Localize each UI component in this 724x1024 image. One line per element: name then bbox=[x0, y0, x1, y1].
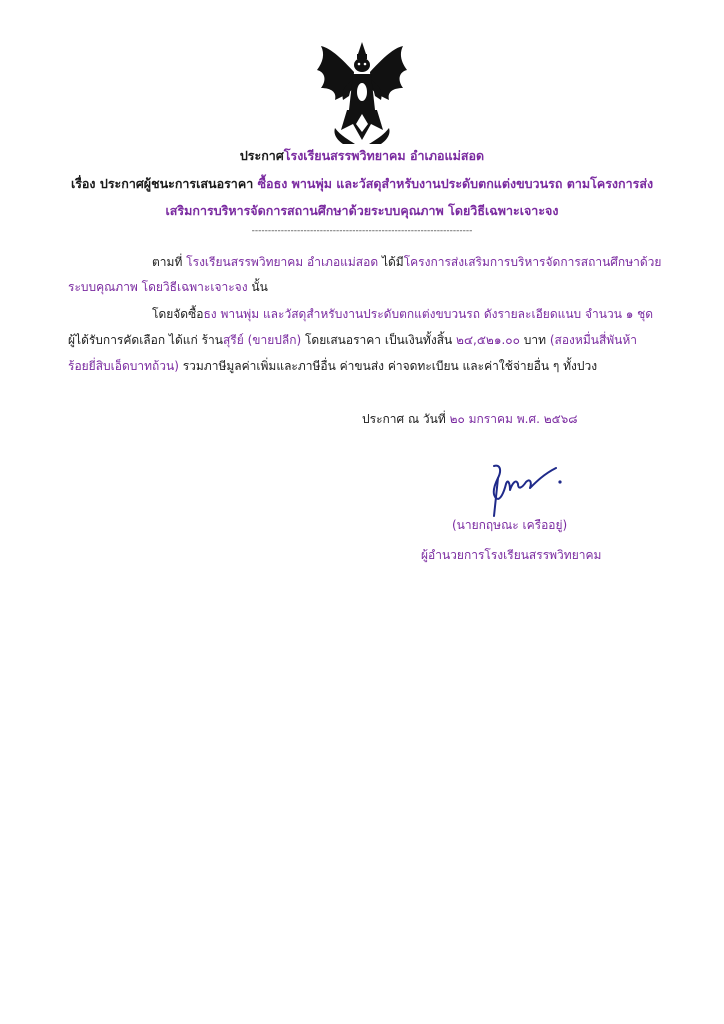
p2-text-a: โดยจัดซื้อ bbox=[152, 307, 204, 321]
date-value: ๒๐ มกราคม พ.ศ. ๒๕๖๘ bbox=[449, 412, 578, 426]
paragraph-2 bbox=[152, 305, 653, 324]
date-label: ประกาศ ณ วันที่ bbox=[362, 412, 450, 426]
p1-org: โรงเรียนสรรพวิทยาคม อำเภอแม่สอด bbox=[186, 255, 379, 269]
divider: -------------------------------------------------------------------- bbox=[251, 226, 473, 236]
paragraph-1-line-2 bbox=[68, 278, 268, 297]
garuda-emblem-icon bbox=[313, 40, 411, 148]
p1-text-a: ตามที่ bbox=[152, 255, 187, 269]
signature-icon bbox=[484, 458, 564, 518]
p3-shop: สุรีย์ (ขายปลีก) bbox=[222, 333, 302, 347]
p1-text-b: ได้มี bbox=[378, 255, 404, 269]
p4-words: ร้อยยี่สิบเอ็ดบาทถ้วน) bbox=[68, 359, 179, 373]
announcement-date bbox=[362, 410, 578, 429]
announcement-title bbox=[0, 146, 724, 166]
signer-name: (นายกฤษณะ เครืออยู่) bbox=[452, 518, 568, 532]
title-prefix: ประกาศ bbox=[239, 148, 284, 163]
p3-amount: ๒๔,๕๒๑.๐๐ bbox=[456, 333, 520, 347]
p1-line2: ระบบคุณภาพ โดยวิธีเฉพาะเจาะจง bbox=[68, 280, 248, 294]
signer-position: ผู้อำนวยการโรงเรียนสรรพวิทยาคม bbox=[421, 548, 602, 562]
subject-label: เรื่อง ประกาศผู้ชนะการเสนอราคา bbox=[70, 176, 254, 191]
title-org: โรงเรียนสรรพวิทยาคม อำเภอแม่สอด bbox=[283, 148, 485, 163]
p4-rest: รวมภาษีมูลค่าเพิ่มและภาษีอื่น ค่าขนส่ง ค่าจดทะเบียน และค่าใช้จ่ายอื่น ๆ ทั้งปวง bbox=[178, 359, 598, 373]
p3-words: (สองหมื่นสี่พันห้า bbox=[549, 333, 638, 347]
subject-line-1 bbox=[0, 174, 724, 194]
p1-project: โครงการส่งเสริมการบริหารจัดการสถานศึกษาด้วย bbox=[403, 255, 662, 269]
subject-item: ซื้อธง พานพุ่ม และวัสดุสำหรับงานประดับตกแต่งขบวนรถ ตามโครงการส่ง bbox=[257, 176, 654, 191]
p3-text-c: บาท bbox=[519, 333, 550, 347]
p3-text-b: โดยเสนอราคา เป็นเงินทั้งสิ้น bbox=[301, 333, 457, 347]
paragraph-1-line-1 bbox=[152, 253, 661, 272]
paragraph-3-line-1 bbox=[68, 331, 637, 350]
subject-line-2: เสริมการบริหารจัดการสถานศึกษาด้วยระบบคุณภาพ โดยวิธีเฉพาะเจาะจง bbox=[165, 203, 559, 218]
p3-text-a: ผู้ได้รับการคัดเลือก ได้แก่ ร้าน bbox=[68, 333, 223, 347]
p1-end: นั้น bbox=[247, 280, 268, 294]
paragraph-3-line-2 bbox=[68, 357, 597, 376]
p2-item: ธง พานพุ่ม และวัสดุสำหรับงานประดับตกแต่งขบวนรถ ดังรายละเอียดแนบ จำนวน ๑ ชุด bbox=[203, 307, 654, 321]
